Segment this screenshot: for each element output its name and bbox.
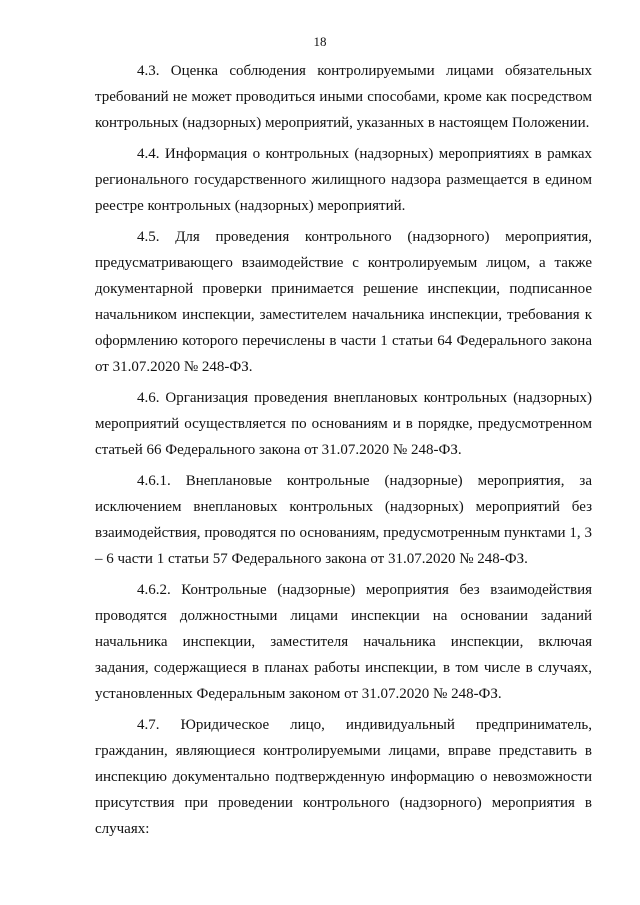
paragraph-4-7: 4.7. Юридическое лицо, индивидуальный предприниматель, гражданин, являющиеся контролируемыми лицами, вправе представить в инспекцию документально подтвержденную информацию о невозможности присутствия при проведении контрольного (надзорного) мероприятия в случаях: [95, 717, 592, 837]
document-body [95, 58, 592, 842]
paragraph-4-3: 4.3. Оценка соблюдения контролируемыми лицами обязательных требований не может проводиться иными способами, кроме как посредством контрольных (надзорных) мероприятий, указанных в настоящем Положении. [95, 63, 592, 131]
paragraph-4-6: 4.6. Организация проведения внеплановых контрольных (надзорных) мероприятий осуществляется по основаниям и в порядке, предусмотренном статьей 66 Федерального закона от 31.07.2020 № 248-ФЗ. [95, 390, 592, 458]
page-number: 18 [313, 34, 327, 49]
paragraph-4-5: 4.5. Для проведения контрольного (надзорного) мероприятия, предусматривающего взаимодействие с контролируемым лицом, а также документарной проверки принимается решение инспекции, подписанное начальником инспекции, заместителем начальника инспекции, требования к оформлению которого перечислены в части 1 статьи 64 Федерального закона от 31.07.2020 № 248-ФЗ. [95, 229, 592, 375]
paragraph-4-6-2: 4.6.2. Контрольные (надзорные) мероприятия без взаимодействия проводятся должностными лицами инспекции на основании заданий начальника инспекции, заместителя начальника инспекции, включая задания, содержащиеся в планах работы инспекции, в том числе в случаях, установленных Федеральным законом от 31.07.2020 № 248-ФЗ. [95, 582, 592, 702]
paragraph-4-4: 4.4. Информация о контрольных (надзорных) мероприятиях в рамках регионального государственного жилищного надзора размещается в едином реестре контрольных (надзорных) мероприятий. [95, 146, 592, 214]
paragraph-4-6-1: 4.6.1. Внеплановые контрольные (надзорные) мероприятия, за исключением внеплановых контрольных (надзорных) мероприятий без взаимодействия, проводятся по основаниям, предусмотренным пунктами 1, 3 – 6 части 1 статьи 57 Федерального закона от 31.07.2020 № 248-ФЗ. [95, 473, 592, 567]
